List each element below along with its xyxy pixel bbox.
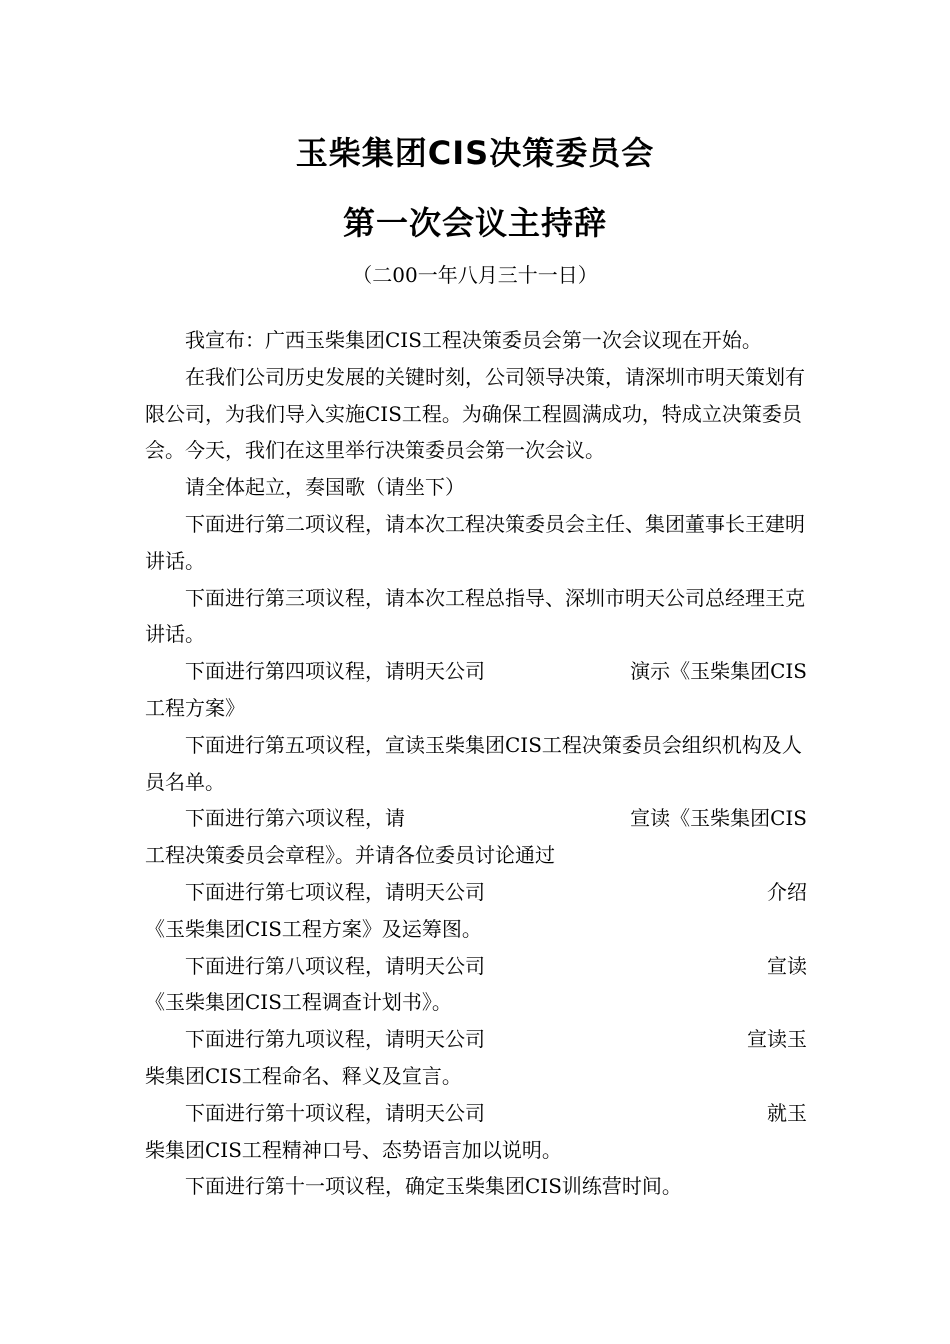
document-date: （二00一年八月三十一日） xyxy=(352,263,598,287)
paragraph-agenda-2: 下面进行第二项议程，请本次工程决策委员会主任、集团董事长王建明讲话。 xyxy=(145,511,805,573)
agenda-10-continuation: 柴集团CIS工程精神口号、态势语言加以说明。 xyxy=(145,1137,562,1162)
paragraph-background: 在我们公司历史发展的关键时刻，公司领导决策，请深圳市明天策划有限公司，为我们导入实施CIS工程。为确保工程圆满成功，特成立决策委员会。今天，我们在这里举行决策委员会第一次会议。 xyxy=(145,364,805,463)
paragraph-agenda-7 xyxy=(145,874,807,948)
agenda-4-lead: 下面进行第四项议程，请明天公司 xyxy=(185,659,485,684)
paragraph-agenda-10 xyxy=(145,1095,807,1169)
agenda-9-lead: 下面进行第九项议程，请明天公司 xyxy=(185,1027,485,1052)
document-subtitle: 第一次会议主持辞 xyxy=(342,204,607,242)
agenda-6-lead: 下面进行第六项议程，请 xyxy=(185,806,405,831)
agenda-8-lead: 下面进行第八项议程，请明天公司 xyxy=(185,953,485,978)
agenda-9-continuation: 柴集团CIS工程命名、释义及宣言。 xyxy=(145,1063,462,1088)
agenda-8-action: 宣读 xyxy=(767,953,807,978)
agenda-10-action: 就玉 xyxy=(767,1100,807,1125)
agenda-6-action: 宣读《玉柴集团CIS xyxy=(630,806,807,831)
agenda-7-continuation: 《玉柴集团CIS工程方案》及运筹图。 xyxy=(145,916,482,941)
paragraph-agenda-3: 下面进行第三项议程，请本次工程总指导、深圳市明天公司总经理王克讲话。 xyxy=(145,585,805,647)
agenda-9-action: 宣读玉 xyxy=(747,1027,807,1052)
agenda-7-lead: 下面进行第七项议程，请明天公司 xyxy=(185,879,485,904)
paragraph-agenda-6 xyxy=(145,800,807,874)
agenda-4-continuation: 工程方案》 xyxy=(145,695,245,720)
paragraph-agenda-4 xyxy=(145,653,807,727)
agenda-8-continuation: 《玉柴集团CIS工程调查计划书》。 xyxy=(145,990,452,1015)
paragraph-anthem: 请全体起立，奏国歌（请坐下） xyxy=(185,475,465,500)
agenda-7-action: 介绍 xyxy=(767,879,807,904)
document-title: 玉柴集团CIS决策委员会 xyxy=(295,134,655,172)
agenda-10-lead: 下面进行第十项议程，请明天公司 xyxy=(185,1100,485,1125)
paragraph-opening: 我宣布：广西玉柴集团CIS工程决策委员会第一次会议现在开始。 xyxy=(185,328,762,352)
agenda-6-continuation: 工程决策委员会章程》。并请各位委员讨论通过 xyxy=(145,843,555,868)
paragraph-agenda-5: 下面进行第五项议程，宣读玉柴集团CIS工程决策委员会组织机构及人员名单。 xyxy=(145,732,802,794)
paragraph-agenda-8 xyxy=(145,948,807,1022)
paragraph-agenda-9 xyxy=(145,1021,807,1095)
paragraph-agenda-11: 下面进行第十一项议程，确定玉柴集团CIS训练营时间。 xyxy=(185,1174,682,1199)
agenda-4-action: 演示《玉柴集团CIS xyxy=(630,659,807,684)
document-body xyxy=(145,322,807,1205)
